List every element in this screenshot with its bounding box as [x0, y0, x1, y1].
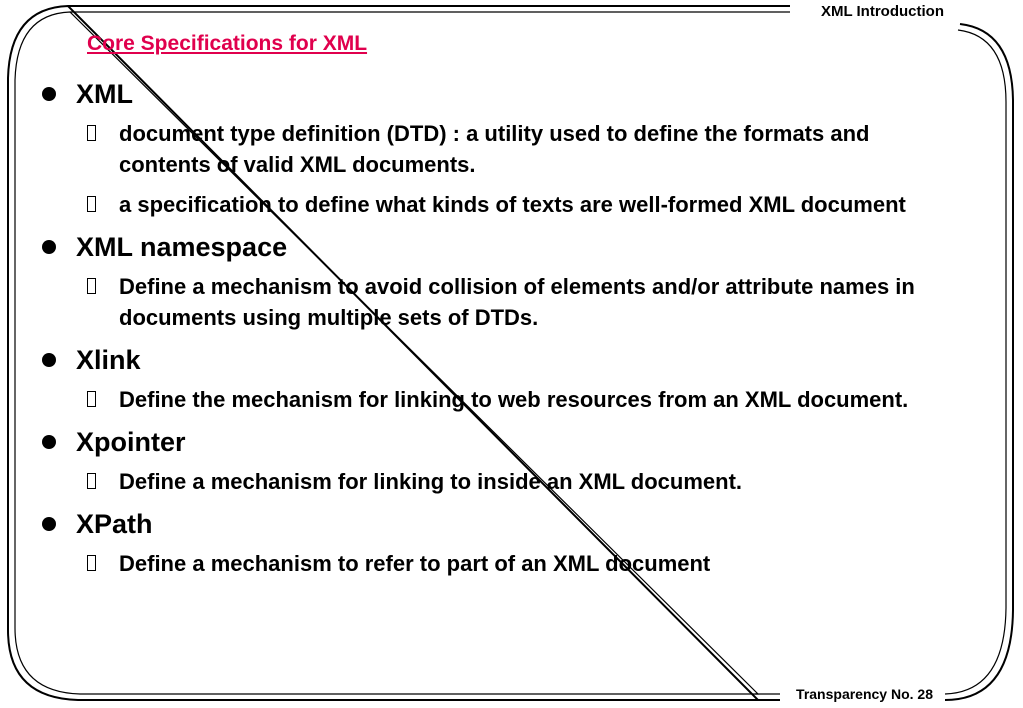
sub-bullet-text: a specification to define what kinds of texts are well-formed XML document: [119, 192, 906, 217]
sub-bullet: [40, 271, 980, 333]
sub-bullet-text: Define the mechanism for linking to web resources from an XML document.: [119, 387, 909, 412]
sub-bullet-text: Define a mechanism to refer to part of an XML document: [119, 551, 711, 576]
box-bullet-icon: [87, 391, 96, 407]
footer-label: Transparency No. 28: [792, 686, 937, 702]
bullet-heading-text: Xpointer: [76, 427, 186, 457]
sub-bullet-text: Define a mechanism to avoid collision of elements and/or attribute names in documents using multiple sets of DTDs.: [119, 274, 915, 330]
box-bullet-icon: [87, 473, 96, 489]
sub-bullet: [40, 189, 980, 220]
list-item: [40, 229, 980, 333]
filled-circle-bullet-icon: [42, 517, 56, 531]
box-bullet-icon: [87, 278, 96, 294]
sub-bullet-text: Define a mechanism for linking to inside an XML document.: [119, 469, 743, 494]
list-item: [40, 424, 980, 497]
filled-circle-bullet-icon: [42, 240, 56, 254]
bullet-heading-text: XML: [76, 79, 133, 109]
sub-bullet: [40, 548, 980, 579]
slide-title: Core Specifications for XML: [87, 32, 368, 55]
bullet-heading-text: XPath: [76, 509, 153, 539]
sub-bullet: [40, 118, 980, 180]
sub-bullet-text: document type definition (DTD) : a utility used to define the formats and contents of valid XML documents.: [119, 121, 870, 177]
bullet-heading-text: Xlink: [76, 345, 141, 375]
sub-bullet: [40, 384, 980, 415]
bullet-heading-text: XML namespace: [76, 232, 288, 262]
header-label: XML Introduction: [817, 3, 948, 20]
box-bullet-icon: [87, 196, 96, 212]
filled-circle-bullet-icon: [42, 435, 56, 449]
bullet-heading: [40, 342, 980, 378]
list-item: [40, 506, 980, 579]
list-item: [40, 76, 980, 220]
bullet-heading: [40, 76, 980, 112]
bullet-heading: [40, 506, 980, 542]
sub-bullet: [40, 466, 980, 497]
box-bullet-icon: [87, 555, 96, 571]
bullet-heading: [40, 229, 980, 265]
filled-circle-bullet-icon: [42, 87, 56, 101]
filled-circle-bullet-icon: [42, 353, 56, 367]
box-bullet-icon: [87, 125, 96, 141]
bullet-heading: [40, 424, 980, 460]
bullet-list: [40, 76, 980, 588]
list-item: [40, 342, 980, 415]
